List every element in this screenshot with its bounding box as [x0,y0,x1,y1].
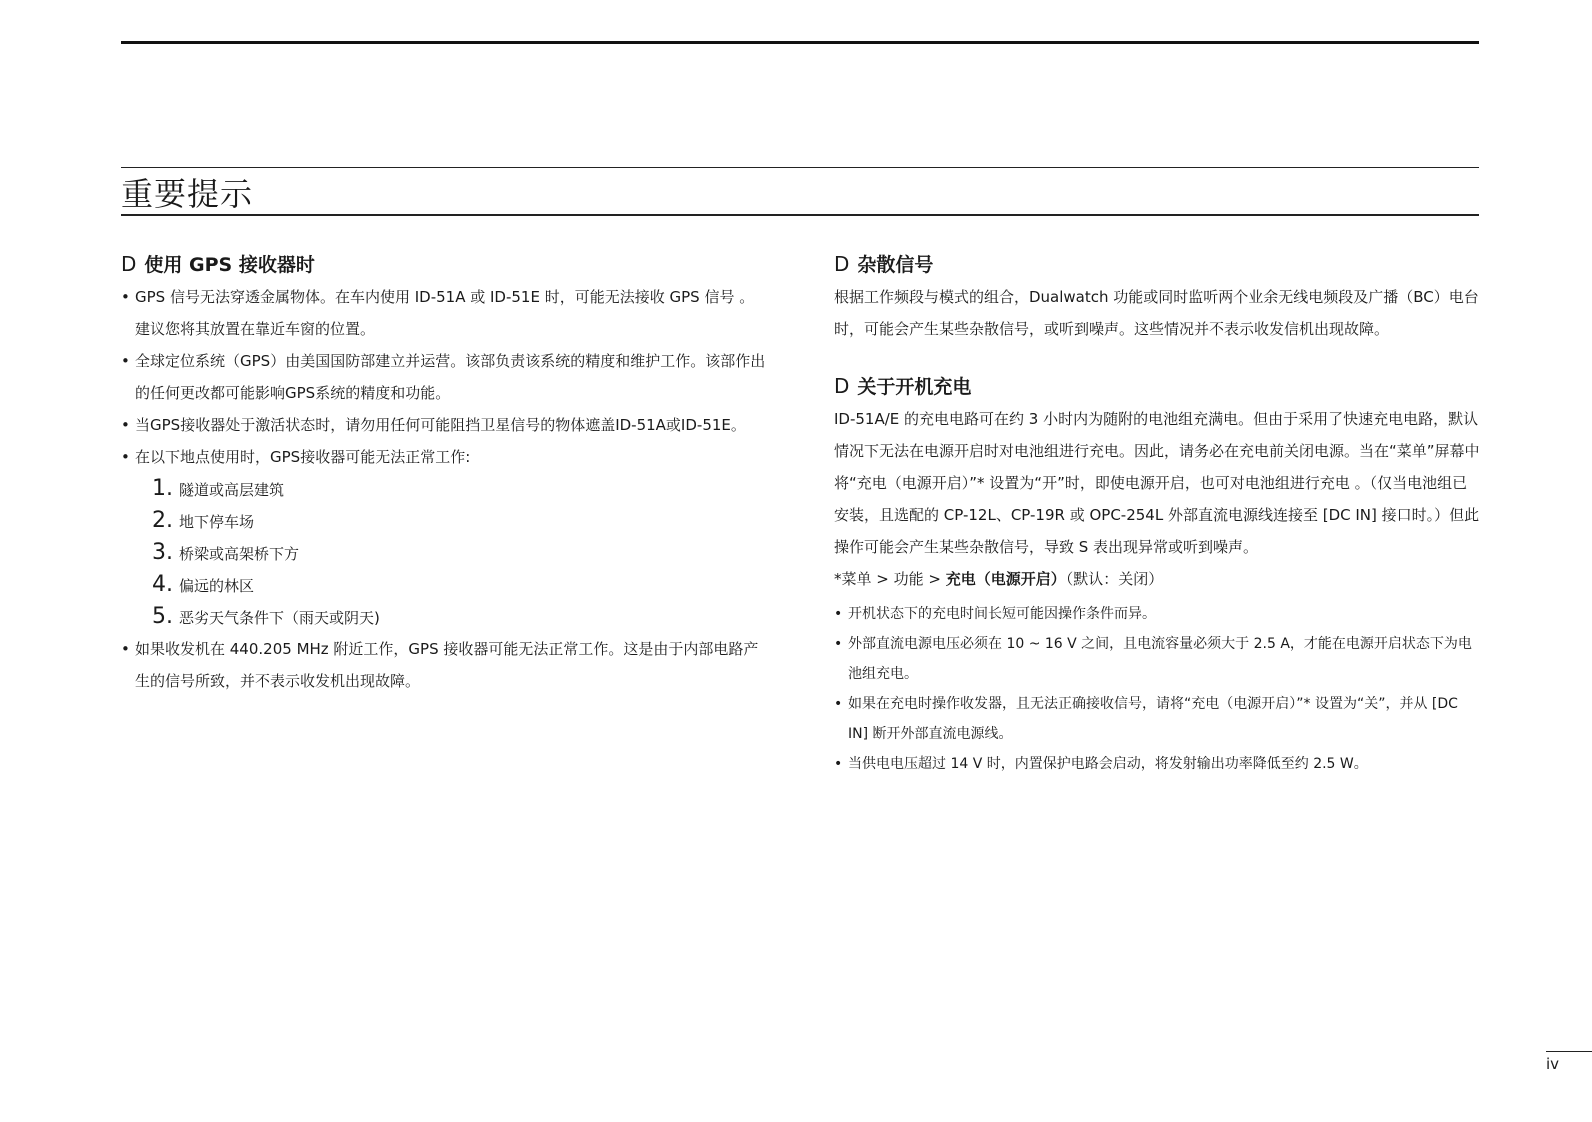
note-prefix: *菜单 > 功能 > [834,570,946,588]
numbered-item [152,505,767,537]
gps-bullet-list-2 [121,633,767,697]
item-text: 恶劣天气条件下（雨天或阴天) [179,609,380,627]
section-marker: D [834,374,850,398]
section-marker: D [121,252,137,276]
charging-body: ID-51A/E 的充电电路可在约 3 小时内为随附的电池组充满电。但由于采用了快速充电电路，默认情况下无法在电源开启时对电池组进行充电。因此，请务必在充电前关闭电源。当在“菜单”屏幕中将“充电（电源开启）”* 设置为“开”时，即使电源开启，也可对电池组进行充电 。（仅当电池组已安装，且选配的 CP-12L、CP-19R 或 OPC-254L 外部直流电源线连接至 [DC IN] 接口时。）但此操作可能会产生某些杂散信号，导致 S 表出现异常或听到噪声。 [834,410,1480,556]
charging-heading-text: 关于开机充电 [857,376,972,398]
charging-heading [834,369,1480,403]
numbered-item [152,601,767,633]
numbered-item [152,473,767,505]
list-item: • 在以下地点使用时，GPS接收器可能无法正常工作: [121,441,767,473]
list-item: • 外部直流电源电压必须在 10 ~ 16 V 之间，且电流容量必须大于 2.5 A，才能在电源开启状态下为电池组充电。 [834,629,1480,689]
item-text: 隧道或高层建筑 [179,481,285,499]
page-number: iv [1546,1055,1560,1073]
list-item: • 当GPS接收器处于激活状态时，请勿用任何可能阻挡卫星信号的物体遮盖ID-51A或ID-51E。 [121,409,767,441]
item-number: 3. [152,540,173,565]
gps-section [121,247,767,697]
item-number: 5. [152,604,173,629]
section-gap [834,345,1480,369]
title-top-rule [121,167,1479,168]
list-item: • 如果在充电时操作收发器，且无法正确接收信号，请将“充电（电源开启）”* 设置为“关”，并从 [DC IN] 断开外部直流电源线。 [834,689,1480,749]
list-item: • 当供电电压超过 14 V 时，内置保护电路会启动，将发射输出功率降低至约 2.5 W。 [834,749,1480,779]
list-item: • GPS 信号无法穿透金属物体。在车内使用 ID-51A 或 ID-51E 时，可能无法接收 GPS 信号 。建议您将其放置在靠近车窗的位置。 [121,281,767,345]
gps-location-list [121,473,767,633]
list-item: • 如果收发机在 440.205 MHz 附近工作，GPS 接收器可能无法正常工作。这是由于内部电路产生的信号所致，并不表示收发机出现故障。 [121,633,767,697]
page-number-rule [1546,1051,1592,1052]
item-number: 2. [152,508,173,533]
numbered-item [152,569,767,601]
gps-heading-text: 使用 GPS 接收器时 [144,254,315,276]
menu-path-note [834,563,1480,595]
spurious-heading [834,247,1480,281]
item-number: 4. [152,572,173,597]
list-item: • 全球定位系统（GPS）由美国国防部建立并运营。该部负责该系统的精度和维护工作。该部作出的任何更改都可能影响GPS系统的精度和功能。 [121,345,767,409]
top-rule [121,41,1479,44]
note-suffix: （默认：关闭） [1065,570,1164,588]
item-number: 1. [152,476,173,501]
section-marker: D [834,252,850,276]
item-text: 地下停车场 [179,513,255,531]
page-title: 重要提示 [121,175,254,213]
gps-bullet-list [121,281,767,473]
list-item: • 开机状态下的充电时间长短可能因操作条件而异。 [834,599,1480,629]
title-bottom-rule [121,214,1479,216]
spurious-heading-text: 杂散信号 [857,254,934,276]
item-text: 偏远的林区 [179,577,255,595]
charging-bullet-list [834,599,1480,779]
item-text: 桥梁或高架桥下方 [179,545,300,563]
note-bold: 充电（电源开启） [945,570,1066,588]
numbered-item [152,537,767,569]
right-column [834,247,1480,779]
spurious-body: 根据工作频段与模式的组合，Dualwatch 功能或同时监听两个业余无线电频段及广播（BC）电台时，可能会产生某些杂散信号，或听到噪声。这些情况并不表示收发信机出现故障。 [834,288,1479,338]
gps-heading [121,247,767,281]
